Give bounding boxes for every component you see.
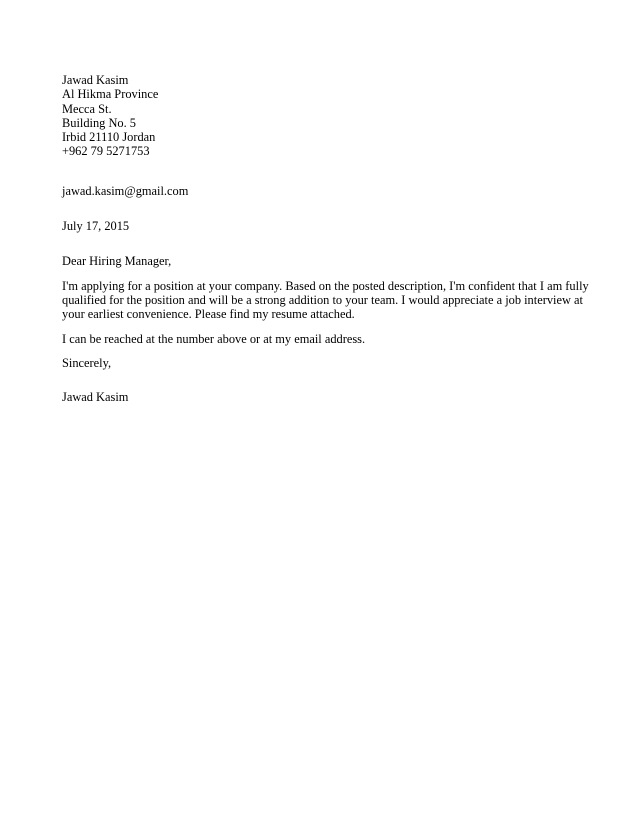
body-paragraph-1-line: I'm applying for a position at your company. Based on the posted description, I'm confident that I am fully bbox=[62, 278, 589, 293]
sender-name: Jawad Kasim bbox=[62, 73, 129, 87]
body-paragraph-2: I can be reached at the number above or at my email address. bbox=[62, 331, 366, 346]
signature-name: Jawad Kasim bbox=[62, 390, 129, 405]
sender-phone: +962 79 5271753 bbox=[62, 144, 150, 159]
address-line-province: Al Hikma Province bbox=[62, 87, 159, 102]
body-paragraph-1 bbox=[62, 278, 589, 322]
body-paragraph-1-line: qualified for the position and will be a strong addition to your team. I would appreciate a job interview at bbox=[62, 292, 583, 307]
closing: Sincerely, bbox=[62, 355, 112, 370]
address-line-city: Irbid 21110 Jordan bbox=[62, 130, 156, 145]
salutation: Dear Hiring Manager, bbox=[62, 254, 172, 269]
address-line-street: Mecca St. bbox=[62, 101, 112, 116]
sender-email: jawad.kasim@gmail.com bbox=[62, 183, 189, 198]
letter-date: July 17, 2015 bbox=[62, 219, 130, 234]
sender-contact-block bbox=[62, 73, 582, 159]
cover-letter bbox=[62, 73, 589, 405]
body-paragraph-1-line: your earliest convenience. Please find my resume attached. bbox=[62, 307, 355, 322]
address-line-building: Building No. 5 bbox=[62, 115, 137, 130]
